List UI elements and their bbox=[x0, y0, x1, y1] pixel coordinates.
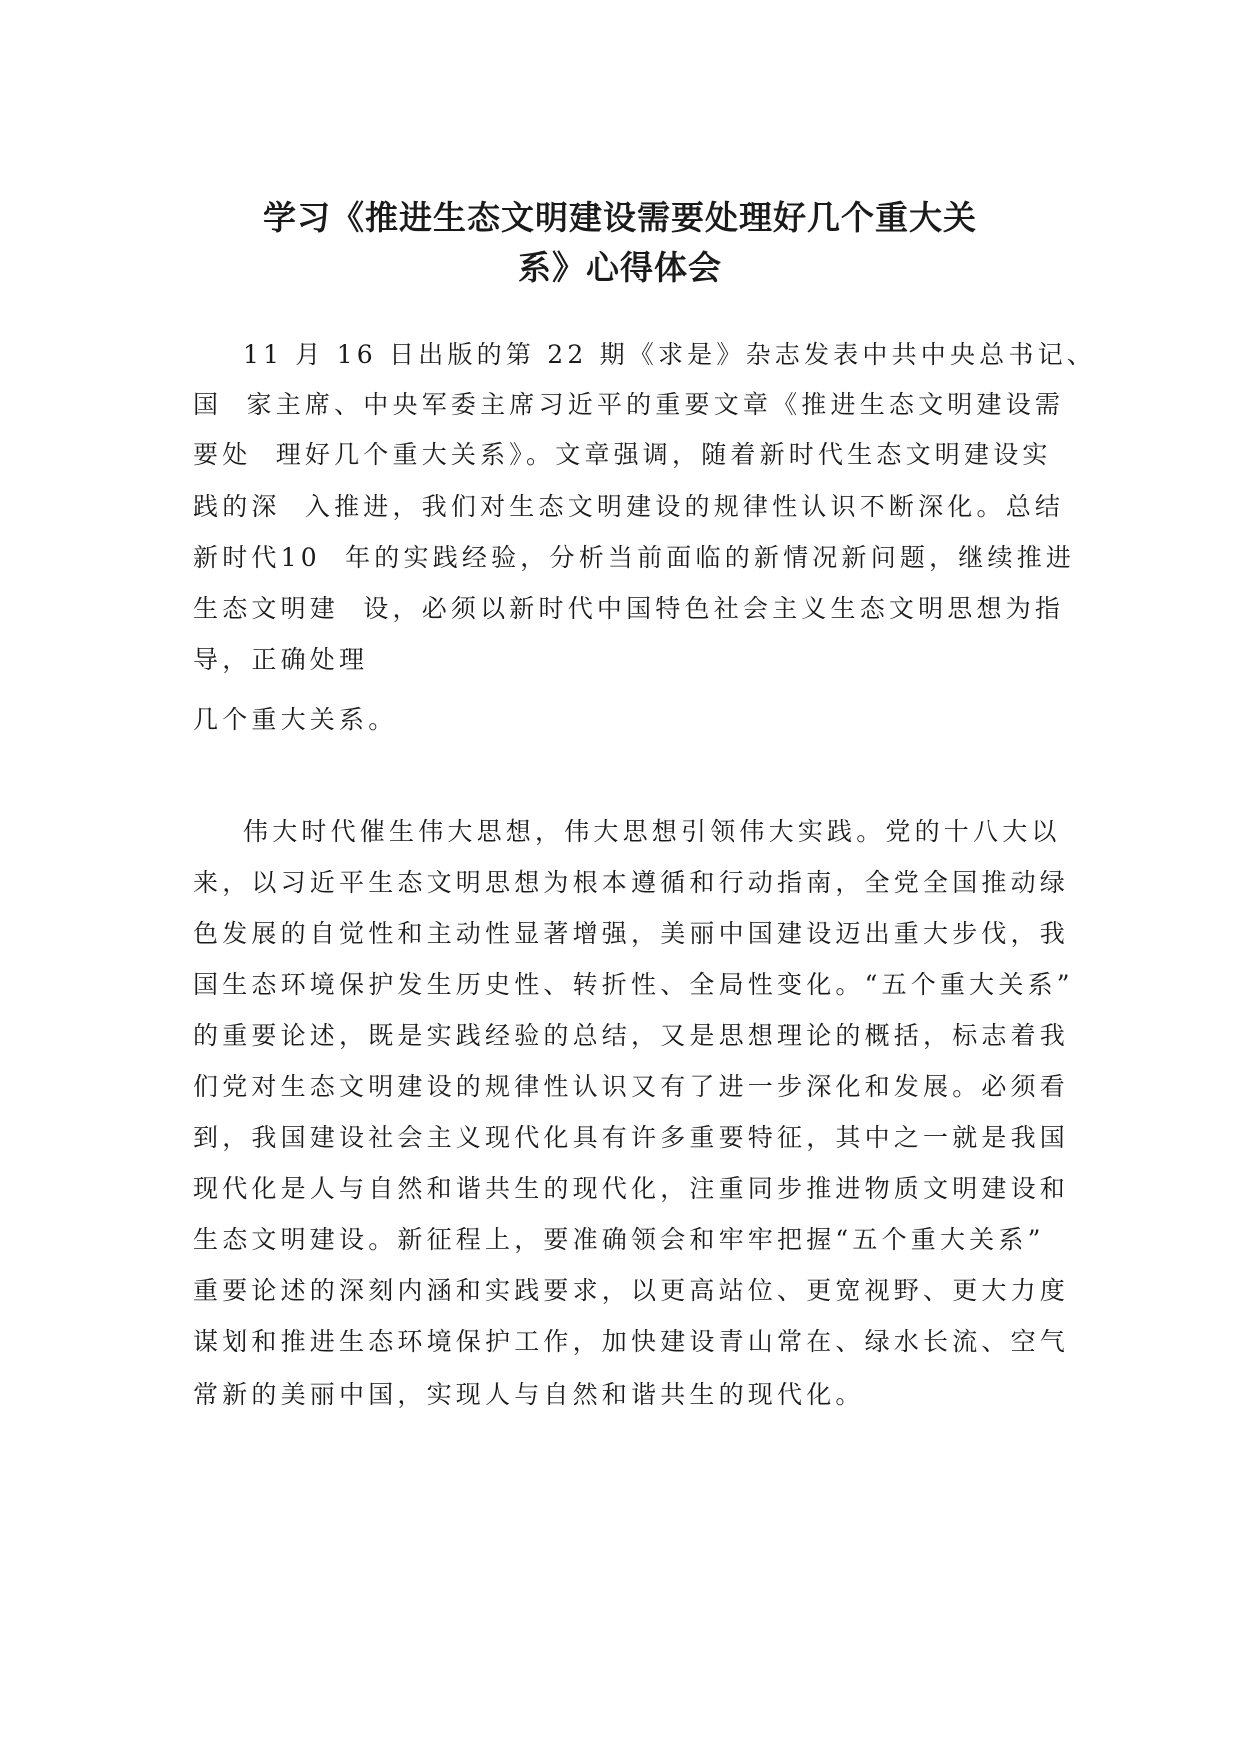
paragraph-3-line-7: 到，我国建设社会主义现代化具有许多重要特征，其中之一就是我国 bbox=[193, 1123, 1070, 1152]
paragraph-1-line-5: 新时代10 年的实践经验，分析当前面临的新情况新问题，继续推进 bbox=[193, 543, 1076, 572]
paragraph-1-line-7: 导，正确处理 bbox=[193, 645, 369, 674]
paragraph-2-line-1: 几个重大关系。 bbox=[193, 705, 398, 734]
paragraph-3-line-9: 生态文明建设。新征程上，要准确领会和牢牢把握“五个重大关系” bbox=[193, 1225, 1045, 1254]
paragraph-3-line-10: 重要论述的深刻内涵和实践要求，以更高站位、更宽视野、更大力度 bbox=[193, 1276, 1070, 1305]
paragraph-3-line-6: 们党对生态文明建设的规律性认识又有了进一步深化和发展。必须看 bbox=[193, 1072, 1070, 1101]
paragraph-1-line-1: 11 月 16 日出版的第 22 期《求是》杂志发表中共中央总书记、 bbox=[243, 340, 1096, 369]
paragraph-3-line-3: 色发展的自觉性和主动性显著增强，美丽中国建设迈出重大步伐，我 bbox=[193, 919, 1070, 948]
paragraph-1-line-6: 生态文明建 设，必须以新时代中国特色社会主义生态文明思想为指 bbox=[193, 594, 1065, 623]
paragraph-3-line-4: 国生态环境保护发生历史性、转折性、全局性变化。“五个重大关系” bbox=[193, 970, 1074, 999]
paragraph-3-line-8: 现代化是人与自然和谐共生的现代化，注重同步推进物质文明建设和 bbox=[193, 1174, 1070, 1203]
title-line-1: 学习《推进生态文明建设需要处理好几个重大关 bbox=[263, 198, 977, 237]
paragraph-1-line-4: 践的深 入推进，我们对生态文明建设的规律性认识不断深化。总结 bbox=[193, 492, 1065, 521]
paragraph-3-line-2: 来，以习近平生态文明思想为根本遵循和行动指南，全党全国推动绿 bbox=[193, 868, 1070, 897]
document-title bbox=[190, 193, 1050, 293]
title-line-2: 系》心得体会 bbox=[518, 248, 722, 287]
paragraph-1-line-2: 国 家主席、中央军委主席习近平的重要文章《推进生态文明建设需 bbox=[193, 390, 1065, 419]
paragraph-3-line-5: 的重要论述，既是实践经验的总结，又是思想理论的概括，标志着我 bbox=[193, 1021, 1070, 1050]
paragraph-3-line-11: 谋划和推进生态环境保护工作，加快建设青山常在、绿水长流、空气 bbox=[193, 1327, 1070, 1356]
paragraph-3-line-12: 常新的美丽中国，实现人与自然和谐共生的现代化。 bbox=[193, 1380, 865, 1409]
paragraph-1-line-3: 要处 理好几个重大关系》。文章强调，随着新时代生态文明建设实 bbox=[193, 440, 1052, 469]
paragraph-3-line-1: 伟大时代催生伟大思想，伟大思想引领伟大实践。党的十八大以 bbox=[243, 817, 1061, 846]
